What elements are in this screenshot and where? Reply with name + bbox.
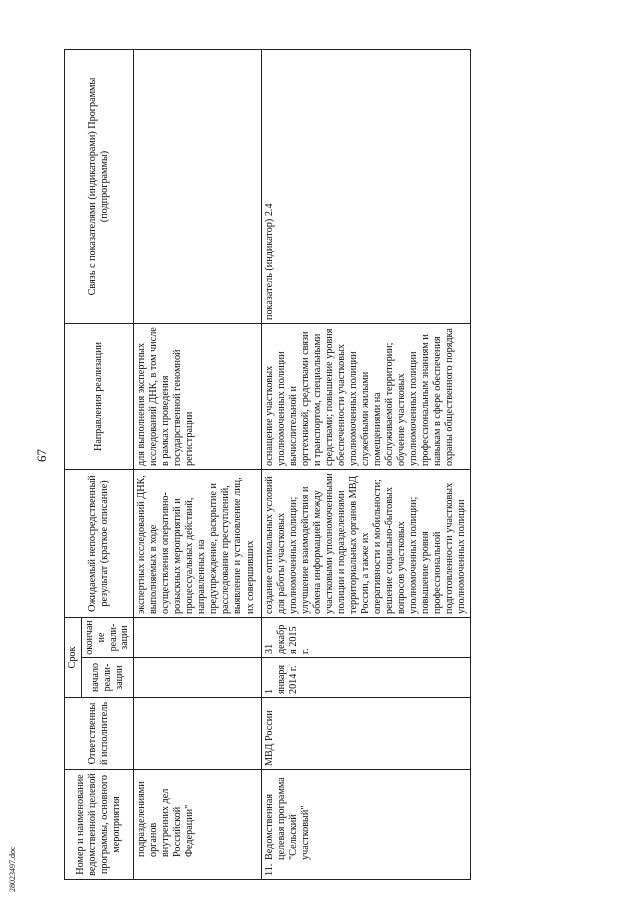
header-program-name: Номер и наименование ведомственной целевой программы, основного мероприятия [65,770,134,880]
cell-indicators-link [134,50,261,324]
cell-program-name [261,770,471,880]
header-directions: Направления реализации [65,324,134,470]
program-title: Ведомственная целевая программа "Сельский участковый" [263,777,311,860]
cell-start: 1 января 2014 г. [261,658,471,698]
header-executor: Ответственный исполнитель [65,698,134,770]
cell-expected-result: создание оптимальных условий для работы участковых уполномоченных полиции; улучшение взаимодействия и обмена информацией между участковыми уполномоченными полиции и подразделениями территориальных органов МВД России, а также их оперативности и мобильности; решение социально-бытовых вопросов участковых уполномоченных полиции; повышение уровня профессиональной подготовленности участковых уполномоченных полиции [261,470,471,618]
table-row-program-11 [261,50,471,880]
row-number: 11. [263,863,275,876]
cell-directions: оснащение участковых уполномоченных полиции вычислительной и оргтехникой, средствами связи и транспортом, специальными средствами; повышение уровня обеспеченности участковых уполномоченных полиции служебными жилыми помещениями на обслуживаемой территории; обучение участковых уполномоченных полиции профессиональным знаниям и навыкам в сфере обеспечения охраны общественного порядка [261,324,471,470]
table-row-continuation [134,50,261,880]
header-indicators-link: Связь с показателями (индикаторами) Программы (подпрограммы) [65,50,134,324]
cell-end: 31 декабря 2015 г. [261,618,471,658]
cell-program-name: подразделениями органов внутренних дел Российской Федерации" [134,770,261,880]
cell-expected-result: экспертных исследований ДНК, выполняемых в ходе осуществления оперативно-розыскных мероприятий и процессуальных действий, направленных на предупреждение, раскрытие и расследование преступлений, выявление и установление лиц, их совершивших [134,470,261,618]
header-term: Срок [65,618,82,698]
cell-end [134,618,261,658]
program-table-rotated [64,50,606,880]
header-start: начало реали-зации [82,658,134,698]
page-number: 67 [34,449,49,462]
program-table [64,49,471,880]
header-end: окончание реали-зации [82,618,134,658]
cell-start [134,658,261,698]
cell-directions: для выполнения экспертных исследований ДНК, в том числе в рамках проведения государственной геномной регистрации [134,324,261,470]
cell-executor: МВД России [261,698,471,770]
cell-indicators-link: показатель (индикатор) 2.4 [261,50,471,324]
document-footer-code: 28023497.doc [8,846,17,892]
header-expected-result: Ожидаемый непосредственный результат (краткое описание) [65,470,134,618]
cell-executor [134,698,261,770]
